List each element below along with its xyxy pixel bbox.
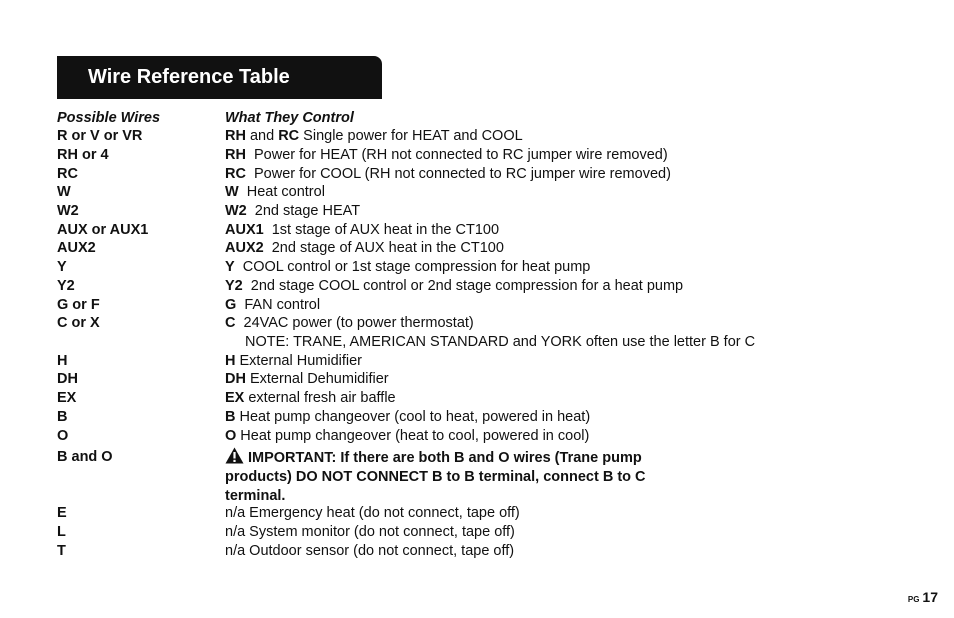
function-text: Heat pump changeover (cool to heat, powered in heat) [235, 409, 591, 425]
note-text: NOTE: TRANE, AMERICAN STANDARD and YORK often use the letter B for C [245, 334, 756, 350]
wire-name: AUX2 [57, 240, 96, 256]
terminal-code: B [225, 409, 236, 425]
wire-name: EX [57, 390, 77, 406]
wire-name: E [57, 505, 67, 521]
wire-name: O [57, 428, 69, 444]
wire-name: W2 [57, 203, 79, 219]
wire-description [225, 296, 320, 315]
wire-description [225, 277, 683, 296]
function-text: Heat control [238, 184, 325, 200]
terminal-code: RC [278, 128, 300, 144]
wire-name: AUX or AUX1 [57, 222, 149, 238]
wire-name: B and O [57, 449, 113, 465]
wire-name: R or V or VR [57, 128, 143, 144]
function-text: 2nd stage of AUX heat in the CT100 [263, 240, 504, 256]
function-text: 24VAC power (to power thermostat) [235, 315, 474, 331]
wire-description [225, 127, 523, 146]
wire-name: G or F [57, 297, 100, 313]
function-text: Heat pump changeover (heat to cool, powered in cool) [236, 428, 590, 444]
function-text: 2nd stage COOL control or 2nd stage compression for a heat pump [242, 278, 684, 294]
wire-name: DH [57, 371, 78, 387]
wire-description [225, 314, 474, 333]
title-bar [57, 56, 382, 99]
wire-description [225, 408, 590, 427]
wire-name: L [57, 524, 66, 540]
wire-name: Y [57, 259, 67, 275]
connector-text: and [245, 128, 279, 144]
terminal-code: G [225, 297, 237, 313]
wire-description [225, 352, 362, 371]
wire-description: n/a Outdoor sensor (do not connect, tape off) [225, 543, 515, 559]
function-text: 2nd stage HEAT [246, 203, 361, 219]
terminal-code: AUX1 [225, 222, 264, 238]
wire-description [225, 370, 389, 389]
terminal-code: H [225, 353, 236, 369]
wire-name: RC [57, 166, 78, 182]
function-text: COOL control or 1st stage compression for heat pump [234, 259, 591, 275]
terminal-code: RH [225, 128, 246, 144]
function-text: FAN control [236, 297, 321, 313]
wire-description [225, 427, 589, 446]
terminal-code: EX [225, 390, 245, 406]
terminal-code: RC [225, 166, 246, 182]
wire-name: T [57, 543, 66, 559]
page-number [908, 589, 938, 605]
terminal-code: W2 [225, 203, 247, 219]
warning-text: IMPORTANT: If there are both B and O wires (Trane pump products) DO NOT CONNECT B to B terminal, connect B to C terminal. [225, 450, 646, 504]
terminal-code: W [225, 184, 239, 200]
function-text: Single power for HEAT and COOL [299, 128, 523, 144]
function-text: External Dehumidifier [245, 371, 389, 387]
wire-description [225, 183, 325, 202]
header-possible-wires: Possible Wires [57, 110, 161, 126]
wire-description: n/a System monitor (do not connect, tape off) [225, 524, 515, 540]
terminal-code: RH [225, 147, 246, 163]
page-title: Wire Reference Table [88, 66, 290, 88]
page-number-value: 17 [922, 589, 938, 605]
wire-name: Y2 [57, 278, 75, 294]
wire-description [225, 389, 396, 408]
terminal-code: C [225, 315, 236, 331]
wire-description [225, 221, 499, 240]
page-prefix: PG [907, 595, 920, 604]
terminal-code: Y [225, 259, 235, 275]
terminal-code: Y2 [225, 278, 243, 294]
wire-name: C or X [57, 315, 100, 331]
function-text: external fresh air baffle [244, 390, 396, 406]
warning-icon [225, 447, 244, 464]
important-warning [225, 447, 695, 506]
wire-description [225, 258, 590, 277]
wire-description [225, 202, 360, 221]
wire-description: n/a Emergency heat (do not connect, tape off) [225, 505, 520, 521]
wire-description [225, 146, 668, 165]
function-text: 1st stage of AUX heat in the CT100 [263, 222, 500, 238]
wire-name: H [57, 353, 68, 369]
terminal-code: DH [225, 371, 246, 387]
wire-description [225, 239, 504, 258]
header-what-they-control: What They Control [225, 110, 354, 126]
wire-name: RH or 4 [57, 147, 109, 163]
wire-name: W [57, 184, 71, 200]
wire-name: B [57, 409, 68, 425]
terminal-code: AUX2 [225, 240, 264, 256]
function-text: Power for HEAT (RH not connected to RC jumper wire removed) [245, 147, 668, 163]
terminal-code: O [225, 428, 237, 444]
function-text: Power for COOL (RH not connected to RC jumper wire removed) [245, 166, 671, 182]
function-text: External Humidifier [235, 353, 362, 369]
wire-description [225, 165, 671, 184]
